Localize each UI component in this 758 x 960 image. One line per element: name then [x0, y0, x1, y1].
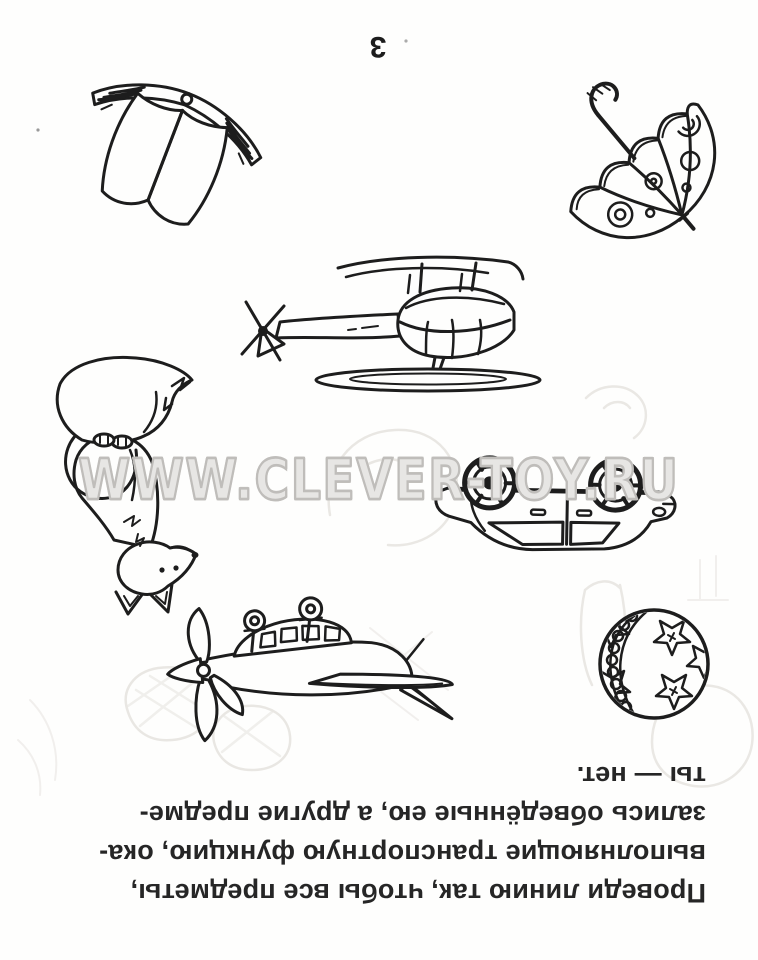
task-line-1: Проведи линию так, чтобы все предметы,: [130, 878, 706, 908]
car-drawing: [419, 446, 686, 593]
task-line-3: зались обведённые ею, а другие предме-: [139, 800, 706, 830]
fox-drawing: [44, 350, 202, 618]
car-illustration: [419, 446, 686, 593]
watermark-text: WWW.CLEVER-TOY.RU: [78, 448, 680, 513]
helicopter-illustration: [232, 246, 546, 396]
helicopter-drawing: [232, 246, 546, 396]
task-line-2: выполняющие транспортную функцию, ока-: [98, 839, 706, 869]
ball-drawing: [592, 604, 714, 722]
fox-illustration: [44, 350, 202, 618]
task-instructions: [50, 748, 706, 912]
page-number: 3: [369, 30, 387, 63]
task-line-4: ты — нет.: [576, 761, 706, 791]
ball-illustration: [592, 604, 714, 722]
